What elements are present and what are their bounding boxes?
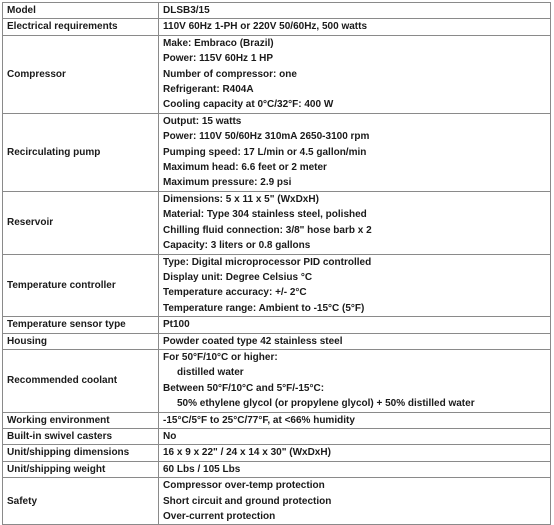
spec-row xyxy=(3,333,551,349)
spec-value xyxy=(159,317,551,333)
spec-value-line: 16 x 9 x 22" / 24 x 14 x 30" (WxDxH) xyxy=(163,447,331,459)
spec-value-line: Pumping speed: 17 L/min or 4.5 gallon/min xyxy=(163,146,367,158)
spec-row xyxy=(3,461,551,477)
spec-row xyxy=(3,254,551,317)
spec-label: Unit/shipping weight xyxy=(3,461,159,477)
spec-row xyxy=(3,349,551,412)
spec-row xyxy=(3,428,551,444)
spec-value-line: No xyxy=(163,430,177,442)
spec-value-line: Number of compressor: one xyxy=(163,68,297,80)
spec-row xyxy=(3,445,551,461)
spec-label: Working environment xyxy=(3,412,159,428)
spec-value xyxy=(159,428,551,444)
spec-row xyxy=(3,317,551,333)
spec-value-line: Maximum head: 6.6 feet or 2 meter xyxy=(163,162,327,174)
spec-label: Model xyxy=(3,3,159,19)
spec-row xyxy=(3,3,551,19)
spec-value-line: Short circuit and ground protection xyxy=(163,495,332,507)
spec-value-line: 110V 60Hz 1-PH or 220V 50/60Hz, 500 watts xyxy=(163,21,368,33)
spec-value xyxy=(159,333,551,349)
spec-label: Recirculating pump xyxy=(3,113,159,191)
spec-label: Safety xyxy=(3,478,159,525)
spec-value-line: Material: Type 304 stainless steel, polished xyxy=(163,209,367,221)
spec-value-line: Cooling capacity at 0°C/32°F: 400 W xyxy=(163,99,334,111)
spec-value xyxy=(159,113,551,191)
spec-row xyxy=(3,113,551,191)
spec-value-line: Temperature accuracy: +/- 2°C xyxy=(163,287,307,299)
spec-value-line: Capacity: 3 liters or 0.8 gallons xyxy=(163,240,311,252)
spec-value xyxy=(159,191,551,254)
spec-row xyxy=(3,478,551,525)
spec-label: Compressor xyxy=(3,35,159,113)
spec-label: Recommended coolant xyxy=(3,349,159,412)
spec-value xyxy=(159,445,551,461)
spec-label: Built-in swivel casters xyxy=(3,428,159,444)
spec-value-line: Make: Embraco (Brazil) xyxy=(163,37,274,49)
spec-value-line: Over-current protection xyxy=(163,511,276,522)
spec-value-line: Compressor over-temp protection xyxy=(163,480,325,492)
spec-value xyxy=(159,35,551,113)
spec-value xyxy=(159,478,551,525)
spec-value-line: -15°C/5°F to 25°C/77°F, at <66% humidity xyxy=(163,414,355,426)
spec-value-line: Powder coated type 42 stainless steel xyxy=(163,335,343,347)
spec-value-line: distilled water xyxy=(177,367,244,379)
spec-value-line: Chilling fluid connection: 3/8" hose barb x 2 xyxy=(163,224,372,236)
spec-row xyxy=(3,19,551,35)
spec-label: Temperature sensor type xyxy=(3,317,159,333)
spec-value-line: 50% ethylene glycol (or propylene glycol) + 50% distilled water xyxy=(177,398,475,410)
spec-value-line: Power: 110V 50/60Hz 310mA 2650-3100 rpm xyxy=(163,131,370,143)
spec-label: Housing xyxy=(3,333,159,349)
spec-value xyxy=(159,3,551,19)
spec-label: Electrical requirements xyxy=(3,19,159,35)
spec-table-body xyxy=(3,3,551,525)
spec-value-line: 60 Lbs / 105 Lbs xyxy=(163,463,241,475)
spec-label: Temperature controller xyxy=(3,254,159,317)
spec-value-line: Maximum pressure: 2.9 psi xyxy=(163,177,292,189)
spec-value-line: Output: 15 watts xyxy=(163,115,242,127)
spec-value-line: DLSB3/15 xyxy=(163,5,210,16)
spec-value-line: Refrigerant: R404A xyxy=(163,84,254,96)
spec-row xyxy=(3,191,551,254)
spec-row xyxy=(3,412,551,428)
spec-value xyxy=(159,461,551,477)
spec-value xyxy=(159,254,551,317)
spec-label: Unit/shipping dimensions xyxy=(3,445,159,461)
spec-value xyxy=(159,349,551,412)
spec-value-line: Between 50°F/10°C and 5°F/-15°C: xyxy=(163,382,325,394)
spec-value-line: For 50°F/10°C or higher: xyxy=(163,351,278,363)
spec-value-line: Pt100 xyxy=(163,319,190,331)
spec-value-line: Display unit: Degree Celsius °C xyxy=(163,271,313,283)
spec-value-line: Power: 115V 60Hz 1 HP xyxy=(163,53,274,65)
spec-row xyxy=(3,35,551,113)
spec-value-line: Temperature range: Ambient to -15°C (5°F) xyxy=(163,302,365,314)
spec-table xyxy=(2,2,551,525)
spec-value-line: Type: Digital microprocessor PID controlled xyxy=(163,256,372,268)
spec-label: Reservoir xyxy=(3,191,159,254)
spec-value xyxy=(159,19,551,35)
spec-value xyxy=(159,412,551,428)
spec-value-line: Dimensions: 5 x 11 x 5" (WxDxH) xyxy=(163,193,319,205)
